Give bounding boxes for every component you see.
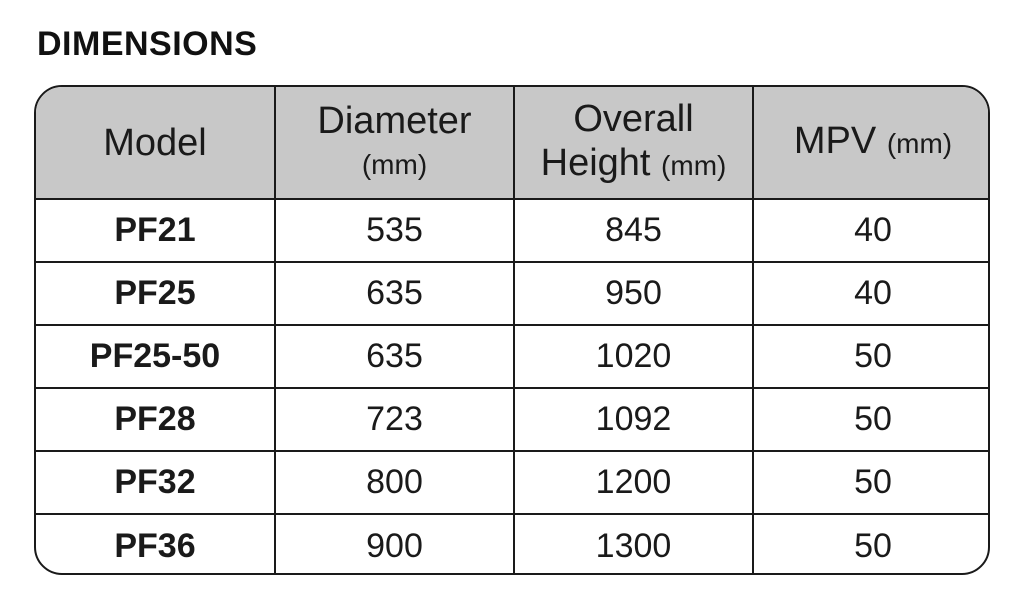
- table-row: [36, 451, 990, 514]
- cell-mpv: 40: [753, 262, 990, 325]
- cell-diameter: 635: [275, 262, 514, 325]
- cell-model: PF21: [36, 199, 275, 262]
- table-row: [36, 199, 990, 262]
- dimensions-table: [34, 85, 990, 575]
- cell-model: PF32: [36, 451, 275, 514]
- cell-diameter: 635: [275, 325, 514, 388]
- cell-diameter: 723: [275, 388, 514, 451]
- cell-diameter: 800: [275, 451, 514, 514]
- page-title: DIMENSIONS: [37, 25, 258, 63]
- header-diameter-label: Diameter: [317, 99, 472, 142]
- cell-mpv: 50: [753, 325, 990, 388]
- header-model-label: Model: [103, 121, 207, 164]
- table-row: [36, 514, 990, 575]
- cell-diameter: 900: [275, 514, 514, 575]
- header-height-line2: Height: [540, 142, 651, 184]
- cell-mpv: 50: [753, 514, 990, 575]
- header-overall-height: [514, 87, 753, 199]
- table-header-row: [36, 87, 990, 199]
- cell-height: 1092: [514, 388, 753, 451]
- header-height-line1: Overall: [573, 98, 694, 140]
- cell-mpv: 50: [753, 388, 990, 451]
- header-mpv-unit: (mm): [886, 128, 953, 159]
- table-row: [36, 325, 990, 388]
- cell-model: PF36: [36, 514, 275, 575]
- cell-mpv: 40: [753, 199, 990, 262]
- header-diameter: [275, 87, 514, 199]
- header-height-unit: (mm): [661, 150, 727, 181]
- cell-model: PF28: [36, 388, 275, 451]
- cell-model: PF25: [36, 262, 275, 325]
- cell-height: 950: [514, 262, 753, 325]
- cell-mpv: 50: [753, 451, 990, 514]
- table-row: [36, 262, 990, 325]
- header-model: [36, 87, 275, 199]
- header-diameter-unit: (mm): [361, 148, 428, 180]
- header-mpv: [753, 87, 990, 199]
- cell-height: 1300: [514, 514, 753, 575]
- cell-model: PF25-50: [36, 325, 275, 388]
- table-row: [36, 388, 990, 451]
- header-mpv-label: MPV: [793, 120, 877, 162]
- cell-height: 1020: [514, 325, 753, 388]
- cell-diameter: 535: [275, 199, 514, 262]
- cell-height: 1200: [514, 451, 753, 514]
- cell-height: 845: [514, 199, 753, 262]
